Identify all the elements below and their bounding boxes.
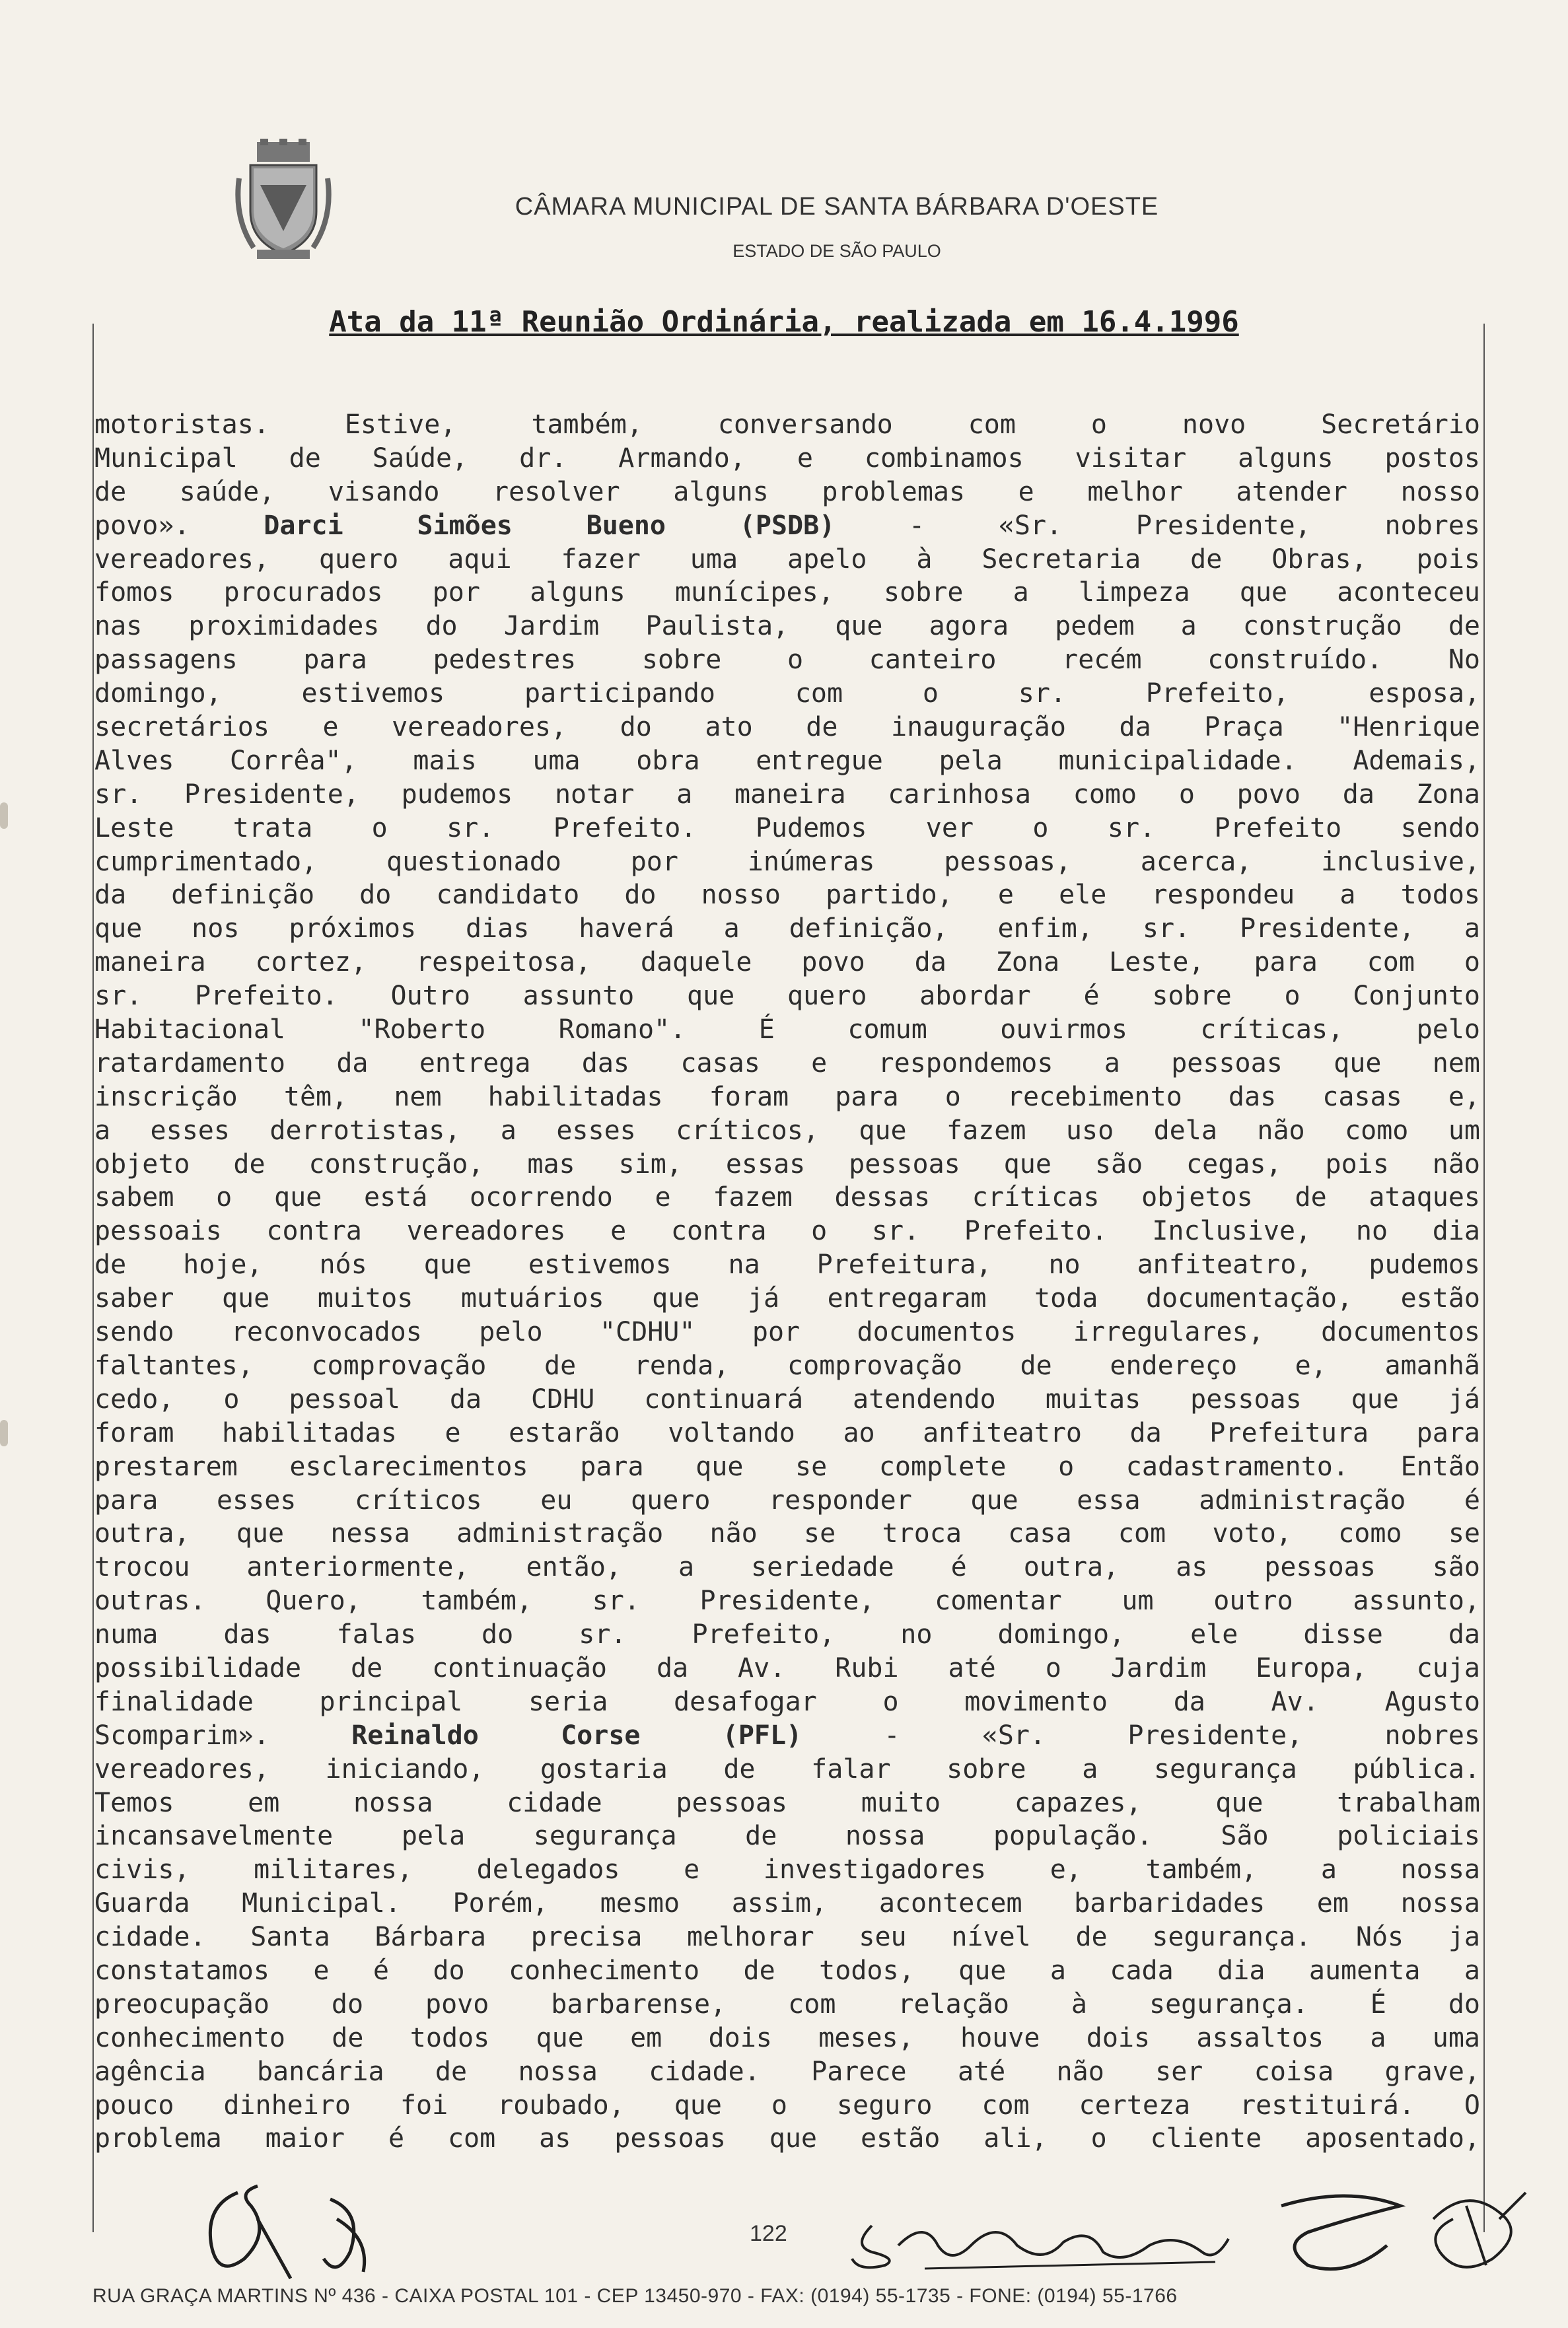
text-segment: prestarem esclarecimentos para que se complete o cadastramento. Então <box>94 1451 1480 1482</box>
document-title: Ata da 11ª Reunião Ordinária, realizada em 16.4.1996 <box>329 305 1239 339</box>
text-segment: vereadores, quero aqui fazer uma apelo à Secretaria de Obras, pois <box>94 544 1480 575</box>
text-segment: Municipal de Saúde, dr. Armando, e combinamos visitar alguns postos <box>94 442 1480 474</box>
text-segment: Alves Corrêa", mais uma obra entregue pela municipalidade. Ademais, <box>94 745 1480 776</box>
text-line <box>94 1719 1480 1753</box>
text-line <box>94 778 1480 812</box>
text-segment: para esses críticos eu quero responder que essa administração é <box>94 1485 1480 1516</box>
text-segment: secretários e vereadores, do ato de inauguração da Praça "Henrique <box>94 712 1480 743</box>
text-segment: pouco dinheiro foi roubado, que o seguro com certeza restituirá. O <box>94 2090 1480 2121</box>
text-segment: numa das falas do sr. Prefeito, no domingo, ele disse da <box>94 1619 1480 1650</box>
minutes-body <box>94 408 1480 2156</box>
text-line <box>94 1248 1480 1282</box>
signature-mark <box>845 2206 1242 2278</box>
speaker-name: Darci Simões Bueno (PSDB) <box>264 510 836 541</box>
text-segment: que nos próximos dias haverá a definição, enfim, sr. Presidente, a <box>94 913 1480 944</box>
text-segment: Habitacional "Roberto Romano". É comum ouvirmos críticas, pelo <box>94 1014 1480 1045</box>
text-segment: objeto de construção, mas sim, essas pessoas que são cegas, pois não <box>94 1148 1480 1180</box>
text-line <box>94 1080 1480 1114</box>
text-segment: povo». <box>94 510 264 541</box>
text-line <box>94 1685 1480 1719</box>
text-line <box>94 711 1480 744</box>
text-line <box>94 1148 1480 1182</box>
text-line <box>94 845 1480 879</box>
text-line <box>94 1921 1480 1954</box>
text-line <box>94 1484 1480 1518</box>
text-line <box>94 1181 1480 1215</box>
text-segment: pessoais contra vereadores e contra o sr. Prefeito. Inclusive, no dia <box>94 1216 1480 1247</box>
text-segment: Leste trata o sr. Prefeito. Pudemos ver o sr. Prefeito sendo <box>94 812 1480 843</box>
text-segment: sendo reconvocados pelo "CDHU" por documentos irregulares, documentos <box>94 1317 1480 1348</box>
text-segment: Scomparim». <box>94 1720 352 1751</box>
institution-name: CÂMARA MUNICIPAL DE SANTA BÁRBARA D'OESTE <box>515 193 1159 221</box>
text-line <box>94 979 1480 1013</box>
text-segment: nas proximidades do Jardim Paulista, que agora pedem a construção de <box>94 611 1480 642</box>
text-line <box>94 1450 1480 1484</box>
text-segment: preocupação do povo barbarense, com relação à segurança. É do <box>94 1989 1480 2020</box>
text-segment: motoristas. Estive, também, conversando com o novo Secretário <box>94 409 1480 440</box>
text-line <box>94 1753 1480 1786</box>
text-segment: agência bancária de nossa cidade. Parece até não ser coisa grave, <box>94 2056 1480 2087</box>
text-line <box>94 1819 1480 1853</box>
text-line <box>94 1282 1480 1316</box>
text-line <box>94 1584 1480 1618</box>
text-line <box>94 643 1480 677</box>
text-line <box>94 576 1480 610</box>
text-line <box>94 1114 1480 1148</box>
text-line <box>94 610 1480 643</box>
text-line <box>94 1383 1480 1417</box>
text-line <box>94 1316 1480 1349</box>
text-segment: de saúde, visando resolver alguns problemas e melhor atender nosso <box>94 476 1480 507</box>
binding-mark <box>0 802 8 829</box>
text-segment: trocou anteriormente, então, a seriedade é outra, as pessoas são <box>94 1552 1480 1583</box>
text-line <box>94 2089 1480 2123</box>
text-segment: outra, que nessa administração não se troca casa com voto, como se <box>94 1518 1480 1549</box>
signature-mark <box>198 2179 423 2285</box>
text-line <box>94 476 1480 509</box>
text-segment: cedo, o pessoal da CDHU continuará atendendo muitas pessoas que já <box>94 1384 1480 1415</box>
text-line <box>94 1618 1480 1652</box>
footer-address: RUA GRAÇA MARTINS Nº 436 - CAIXA POSTAL 101 - CEP 13450-970 - FAX: (0194) 55-1735 - FONE: (0194) 55-1766 <box>92 2285 1178 2307</box>
text-segment: possibilidade de continuação da Av. Rubi até o Jardim Europa, cuja <box>94 1652 1480 1683</box>
text-line <box>94 812 1480 845</box>
text-segment: cumprimentado, questionado por inúmeras pessoas, acerca, inclusive, <box>94 846 1480 877</box>
binding-mark <box>0 1420 8 1446</box>
text-line <box>94 2122 1480 2156</box>
text-segment: sr. Presidente, pudemos notar a maneira carinhosa como o povo da Zona <box>94 779 1480 810</box>
text-line <box>94 1652 1480 1685</box>
text-line <box>94 1215 1480 1248</box>
text-line <box>94 946 1480 979</box>
text-segment: domingo, estivemos participando com o sr. Prefeito, esposa, <box>94 678 1480 709</box>
text-line <box>94 878 1480 912</box>
text-segment: da definição do candidato do nosso partido, e ele respondeu a todos <box>94 880 1480 911</box>
text-line <box>94 509 1480 543</box>
text-line <box>94 1517 1480 1551</box>
text-segment: Temos em nossa cidade pessoas muito capazes, que trabalham <box>94 1787 1480 1818</box>
text-segment: sabem o que está ocorrendo e fazem dessas críticas objetos de ataques <box>94 1182 1480 1213</box>
text-segment: incansavelmente pela segurança de nossa população. São policiais <box>94 1821 1480 1852</box>
left-margin-rule <box>92 324 94 2232</box>
text-segment: inscrição têm, nem habilitadas foram para o recebimento das casas e, <box>94 1081 1480 1112</box>
text-segment: faltantes, comprovação de renda, comprovação de endereço e, amanhã <box>94 1350 1480 1381</box>
text-line <box>94 744 1480 778</box>
text-line <box>94 442 1480 476</box>
text-segment: a esses derrotistas, a esses críticos, que fazem uso dela não como um <box>94 1115 1480 1146</box>
text-line <box>94 2055 1480 2089</box>
text-segment: de hoje, nós que estivemos na Prefeitura, no anfiteatro, pudemos <box>94 1250 1480 1281</box>
text-line <box>94 408 1480 442</box>
text-segment: civis, militares, delegados e investigadores e, também, a nossa <box>94 1854 1480 1886</box>
text-line <box>94 543 1480 577</box>
signature-mark <box>1268 2179 1546 2285</box>
text-segment: passagens para pedestres sobre o canteiro recém construído. No <box>94 645 1480 676</box>
text-segment: fomos procurados por alguns munícipes, sobre a limpeza que aconteceu <box>94 577 1480 608</box>
page-number: 122 <box>750 2221 787 2246</box>
text-line <box>94 912 1480 946</box>
right-margin-rule <box>1483 324 1485 2232</box>
text-segment: cidade. Santa Bárbara precisa melhorar seu nível de segurança. Nós ja <box>94 1922 1480 1953</box>
text-line <box>94 1349 1480 1383</box>
text-segment: - «Sr. Presidente, nobres <box>835 510 1480 541</box>
text-line <box>94 2022 1480 2055</box>
text-segment: - «Sr. Presidente, nobres <box>802 1720 1481 1751</box>
text-line <box>94 1954 1480 1988</box>
text-segment: conhecimento de todos que em dois meses, houve dois assaltos a uma <box>94 2022 1480 2053</box>
text-line <box>94 1988 1480 2022</box>
text-line <box>94 1786 1480 1820</box>
text-segment: problema maior é com as pessoas que estão ali, o cliente aposentado, <box>94 2123 1480 2154</box>
text-segment: maneira cortez, respeitosa, daquele povo da Zona Leste, para com o <box>94 947 1480 978</box>
text-segment: outras. Quero, também, sr. Presidente, comentar um outro assunto, <box>94 1586 1480 1617</box>
speaker-name: Reinaldo Corse (PFL) <box>351 1720 802 1751</box>
text-segment: foram habilitadas e estarão voltando ao anfiteatro da Prefeitura para <box>94 1417 1480 1448</box>
state-name: ESTADO DE SÃO PAULO <box>732 241 941 261</box>
text-segment: Guarda Municipal. Porém, mesmo assim, acontecem barbaridades em nossa <box>94 1888 1480 1919</box>
text-line <box>94 677 1480 711</box>
text-line <box>94 1047 1480 1080</box>
text-segment: vereadores, iniciando, gostaria de falar sobre a segurança pública. <box>94 1753 1480 1784</box>
text-segment: saber que muitos mutuários que já entregaram toda documentação, estão <box>94 1283 1480 1314</box>
text-segment: constatamos e é do conhecimento de todos, que a cada dia aumenta a <box>94 1955 1480 1986</box>
text-line <box>94 1013 1480 1047</box>
text-segment: finalidade principal seria desafogar o movimento da Av. Agusto <box>94 1686 1480 1717</box>
text-line <box>94 1417 1480 1450</box>
text-line <box>94 1853 1480 1887</box>
text-line <box>94 1887 1480 1921</box>
text-line <box>94 1551 1480 1584</box>
text-segment: sr. Prefeito. Outro assunto que quero abordar é sobre o Conjunto <box>94 981 1480 1012</box>
text-segment: ratardamento da entrega das casas e respondemos a pessoas que nem <box>94 1047 1480 1078</box>
